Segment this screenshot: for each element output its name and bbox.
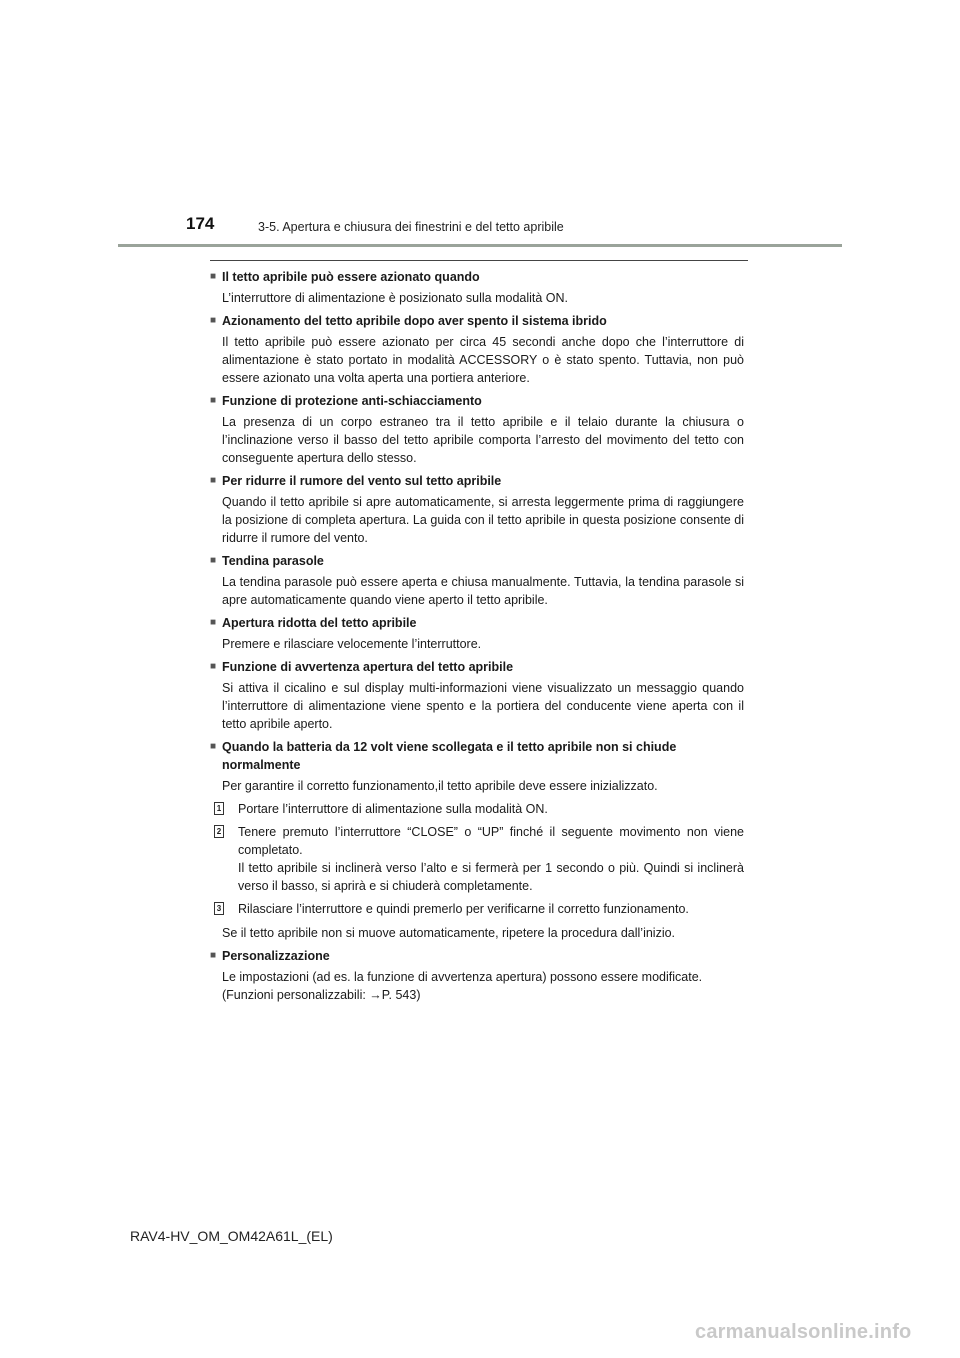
cross-reference-link[interactable]: (Funzioni personalizzabili: →P. 543) bbox=[222, 988, 421, 1002]
section-intro: Per garantire il corretto funzionamento,il tetto apribile deve essere inizializzato. bbox=[222, 779, 658, 793]
step-2 bbox=[210, 823, 744, 895]
section-title: Tendina parasole bbox=[222, 554, 324, 568]
section-reduced-opening bbox=[210, 614, 744, 653]
square-bullet-icon: ■ bbox=[210, 950, 217, 961]
square-bullet-icon: ■ bbox=[210, 741, 217, 752]
square-bullet-icon: ■ bbox=[210, 661, 217, 672]
step-subtext: Il tetto apribile si inclinerà verso l’alto e si fermerà per 1 secondo o più. Quindi si inclinerà verso il basso, si aprirà e si chiuderà completamente. bbox=[238, 861, 744, 893]
section-anti-pinch bbox=[210, 392, 744, 467]
chapter-title: 3-5. Apertura e chiusura dei finestrini e del tetto apribile bbox=[258, 220, 564, 234]
section-body: Premere e rilasciare velocemente l’interruttore. bbox=[222, 637, 482, 651]
step-number: 3 bbox=[214, 902, 224, 915]
square-bullet-icon: ■ bbox=[210, 555, 217, 566]
section-body: Si attiva il cicalino e sul display multi-informazioni viene visualizzato un messaggio quando l’interruttore di alimentazione viene spento e la portiera del conducente viene aperta con il tetto apribile aperto. bbox=[222, 681, 744, 731]
section-title: Per ridurre il rumore del vento sul tetto apribile bbox=[222, 474, 502, 488]
section-wind-noise bbox=[210, 472, 744, 547]
header-rule bbox=[118, 244, 842, 247]
step-number: 2 bbox=[214, 825, 224, 838]
section-battery-disconnected bbox=[210, 738, 744, 942]
section-sunshade bbox=[210, 552, 744, 609]
section-body: Il tetto apribile può essere azionato per circa 45 secondi anche dopo che l’interruttore di alimentazione è stato portato in modalità ACCESSORY o è stato spento. Tuttavia, non può essere azionato una volta aperta una portiera anteriore. bbox=[222, 335, 744, 385]
section-body: Quando il tetto apribile si apre automaticamente, si arresta leggermente prima di raggiungere la posizione di completa apertura. La guida con il tetto apribile in questa posizione consente di ridurre il rumore del vento. bbox=[222, 495, 744, 545]
section-roof-operation-condition bbox=[210, 268, 744, 307]
step-3 bbox=[210, 900, 744, 918]
section-rule bbox=[210, 260, 748, 261]
section-title: Funzione di protezione anti-schiacciamento bbox=[222, 394, 482, 408]
square-bullet-icon: ■ bbox=[210, 395, 217, 406]
procedure-note: Se il tetto apribile non si muove automaticamente, ripetere la procedura dall’inizio. bbox=[222, 926, 676, 940]
section-title: Personalizzazione bbox=[222, 949, 330, 963]
step-text: Tenere premuto l’interruttore “CLOSE” o “UP” finché il seguente movimento non viene completato. bbox=[238, 825, 744, 857]
step-number: 1 bbox=[214, 802, 224, 815]
square-bullet-icon: ■ bbox=[210, 617, 217, 628]
manual-code: RAV4-HV_OM_OM42A61L_(EL) bbox=[130, 1228, 333, 1244]
section-open-warning bbox=[210, 658, 744, 733]
section-body: La tendina parasole può essere aperta e chiusa manualmente. Tuttavia, la tendina parasole si apre automaticamente quando viene aperto il tetto apribile. bbox=[222, 575, 744, 607]
section-body: La presenza di un corpo estraneo tra il tetto apribile e il telaio durante la chiusura o l’inclinazione verso il basso del tetto apribile comporta l’arresto del movimento del tetto con conseguente apertura dello stesso. bbox=[222, 415, 744, 465]
section-after-hybrid-off bbox=[210, 312, 744, 387]
section-title: Azionamento del tetto apribile dopo aver spento il sistema ibrido bbox=[222, 314, 607, 328]
section-title: Funzione di avvertenza apertura del tetto apribile bbox=[222, 660, 514, 674]
square-bullet-icon: ■ bbox=[210, 271, 217, 282]
watermark: carmanualsonline.info bbox=[695, 1321, 912, 1343]
section-title: Il tetto apribile può essere azionato quando bbox=[222, 270, 480, 284]
square-bullet-icon: ■ bbox=[210, 475, 217, 486]
section-personalization bbox=[210, 947, 744, 1004]
step-text: Portare l’interruttore di alimentazione sulla modalità ON. bbox=[238, 802, 548, 816]
section-title: Quando la batteria da 12 volt viene scollegata e il tetto apribile non si chiude normalmente bbox=[222, 740, 677, 772]
square-bullet-icon: ■ bbox=[210, 315, 217, 326]
section-body: Le impostazioni (ad es. la funzione di avvertenza apertura) possono essere modificate. bbox=[222, 970, 703, 984]
page-number: 174 bbox=[186, 214, 215, 233]
step-text: Rilasciare l’interruttore e quindi premerlo per verificarne il corretto funzionamento. bbox=[238, 902, 689, 916]
step-1 bbox=[210, 800, 744, 818]
page-content bbox=[210, 268, 744, 1009]
section-title: Apertura ridotta del tetto apribile bbox=[222, 616, 417, 630]
section-body: L’interruttore di alimentazione è posizionato sulla modalità ON. bbox=[222, 291, 569, 305]
